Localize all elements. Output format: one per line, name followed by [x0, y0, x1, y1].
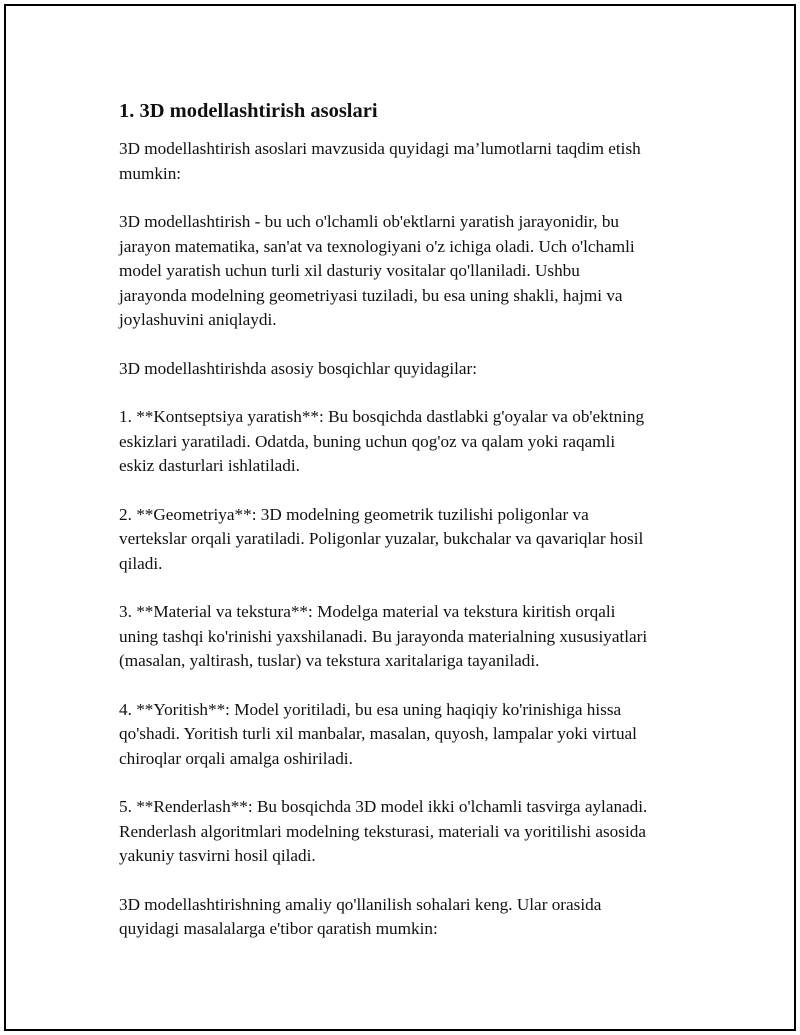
paragraph-applications: 3D modellashtirishning amaliy qo'llanilish sohalari keng. Ular orasida quyidagi masalalarga e'tibor qaratish mumkin: [119, 894, 602, 938]
list-item-concept: 1. **Kontseptsiya yaratish**: Bu bosqichda dastlabki g'oyalar va ob'ektning eskizlari yaratiladi. Odatda, buning uchun qog'oz va qalam yoki raqamli eskiz dasturlari ishlatiladi. [119, 407, 645, 475]
list-item-lighting: 4. **Yoritish**: Model yoritiladi, bu esa uning haqiqiy ko'rinishiga hissa qo'shadi. Yoritish turli xil manbalar, masalan, quyosh, lampalar yoki virtual chiroqlar orqali amalga oshiriladi. [119, 699, 637, 768]
paragraph-intro: 3D modellashtirish asoslari mavzusida quyidagi ma’lumotlarni taqdim etish mumkin: [119, 139, 641, 183]
paragraph-definition: 3D modellashtirish - bu uch o'lchamli ob'ektlarni yaratish jarayonidir, bu jarayon matematika, san'at va texnologiyani o'z ichiga oladi. Uch o'lchamli model yaratish uchun turli xil dasturiy vositalar qo'llaniladi. Ushbu jarayonda modelning geometriyasi tuziladi, bu esa uning shakli, hajmi va joylashuvini aniqlaydi. [119, 212, 635, 329]
list-item-geometry: 2. **Geometriya**: 3D modelning geometrik tuzilishi poligonlar va vertekslar orqali yaratiladi. Poligonlar yuzalar, bukchalar va qavariqlar hosil qiladi. [119, 504, 644, 573]
list-item-material: 3. **Material va tekstura**: Modelga material va tekstura kiritish orqali uning tashqi ko'rinishi yaxshilanadi. Bu jarayonda materialning xususiyatlari (masalan, yaltirash, tuslar) va tekstura xaritalariga tayaniladi. [119, 602, 648, 670]
page-title: 1. 3D modellashtirish asoslari [119, 100, 378, 122]
document-page [4, 4, 796, 1031]
document-body [119, 97, 699, 966]
paragraph-stages-intro: 3D modellashtirishda asosiy bosqichlar quyidagilar: [119, 358, 478, 378]
list-item-rendering: 5. **Renderlash**: Bu bosqichda 3D model ikki o'lchamli tasvirga aylanadi. Renderlash algoritmlari modelning teksturasi, materiali va yoritilishi asosida yakuniy tasvirni hosil qiladi. [119, 797, 648, 865]
